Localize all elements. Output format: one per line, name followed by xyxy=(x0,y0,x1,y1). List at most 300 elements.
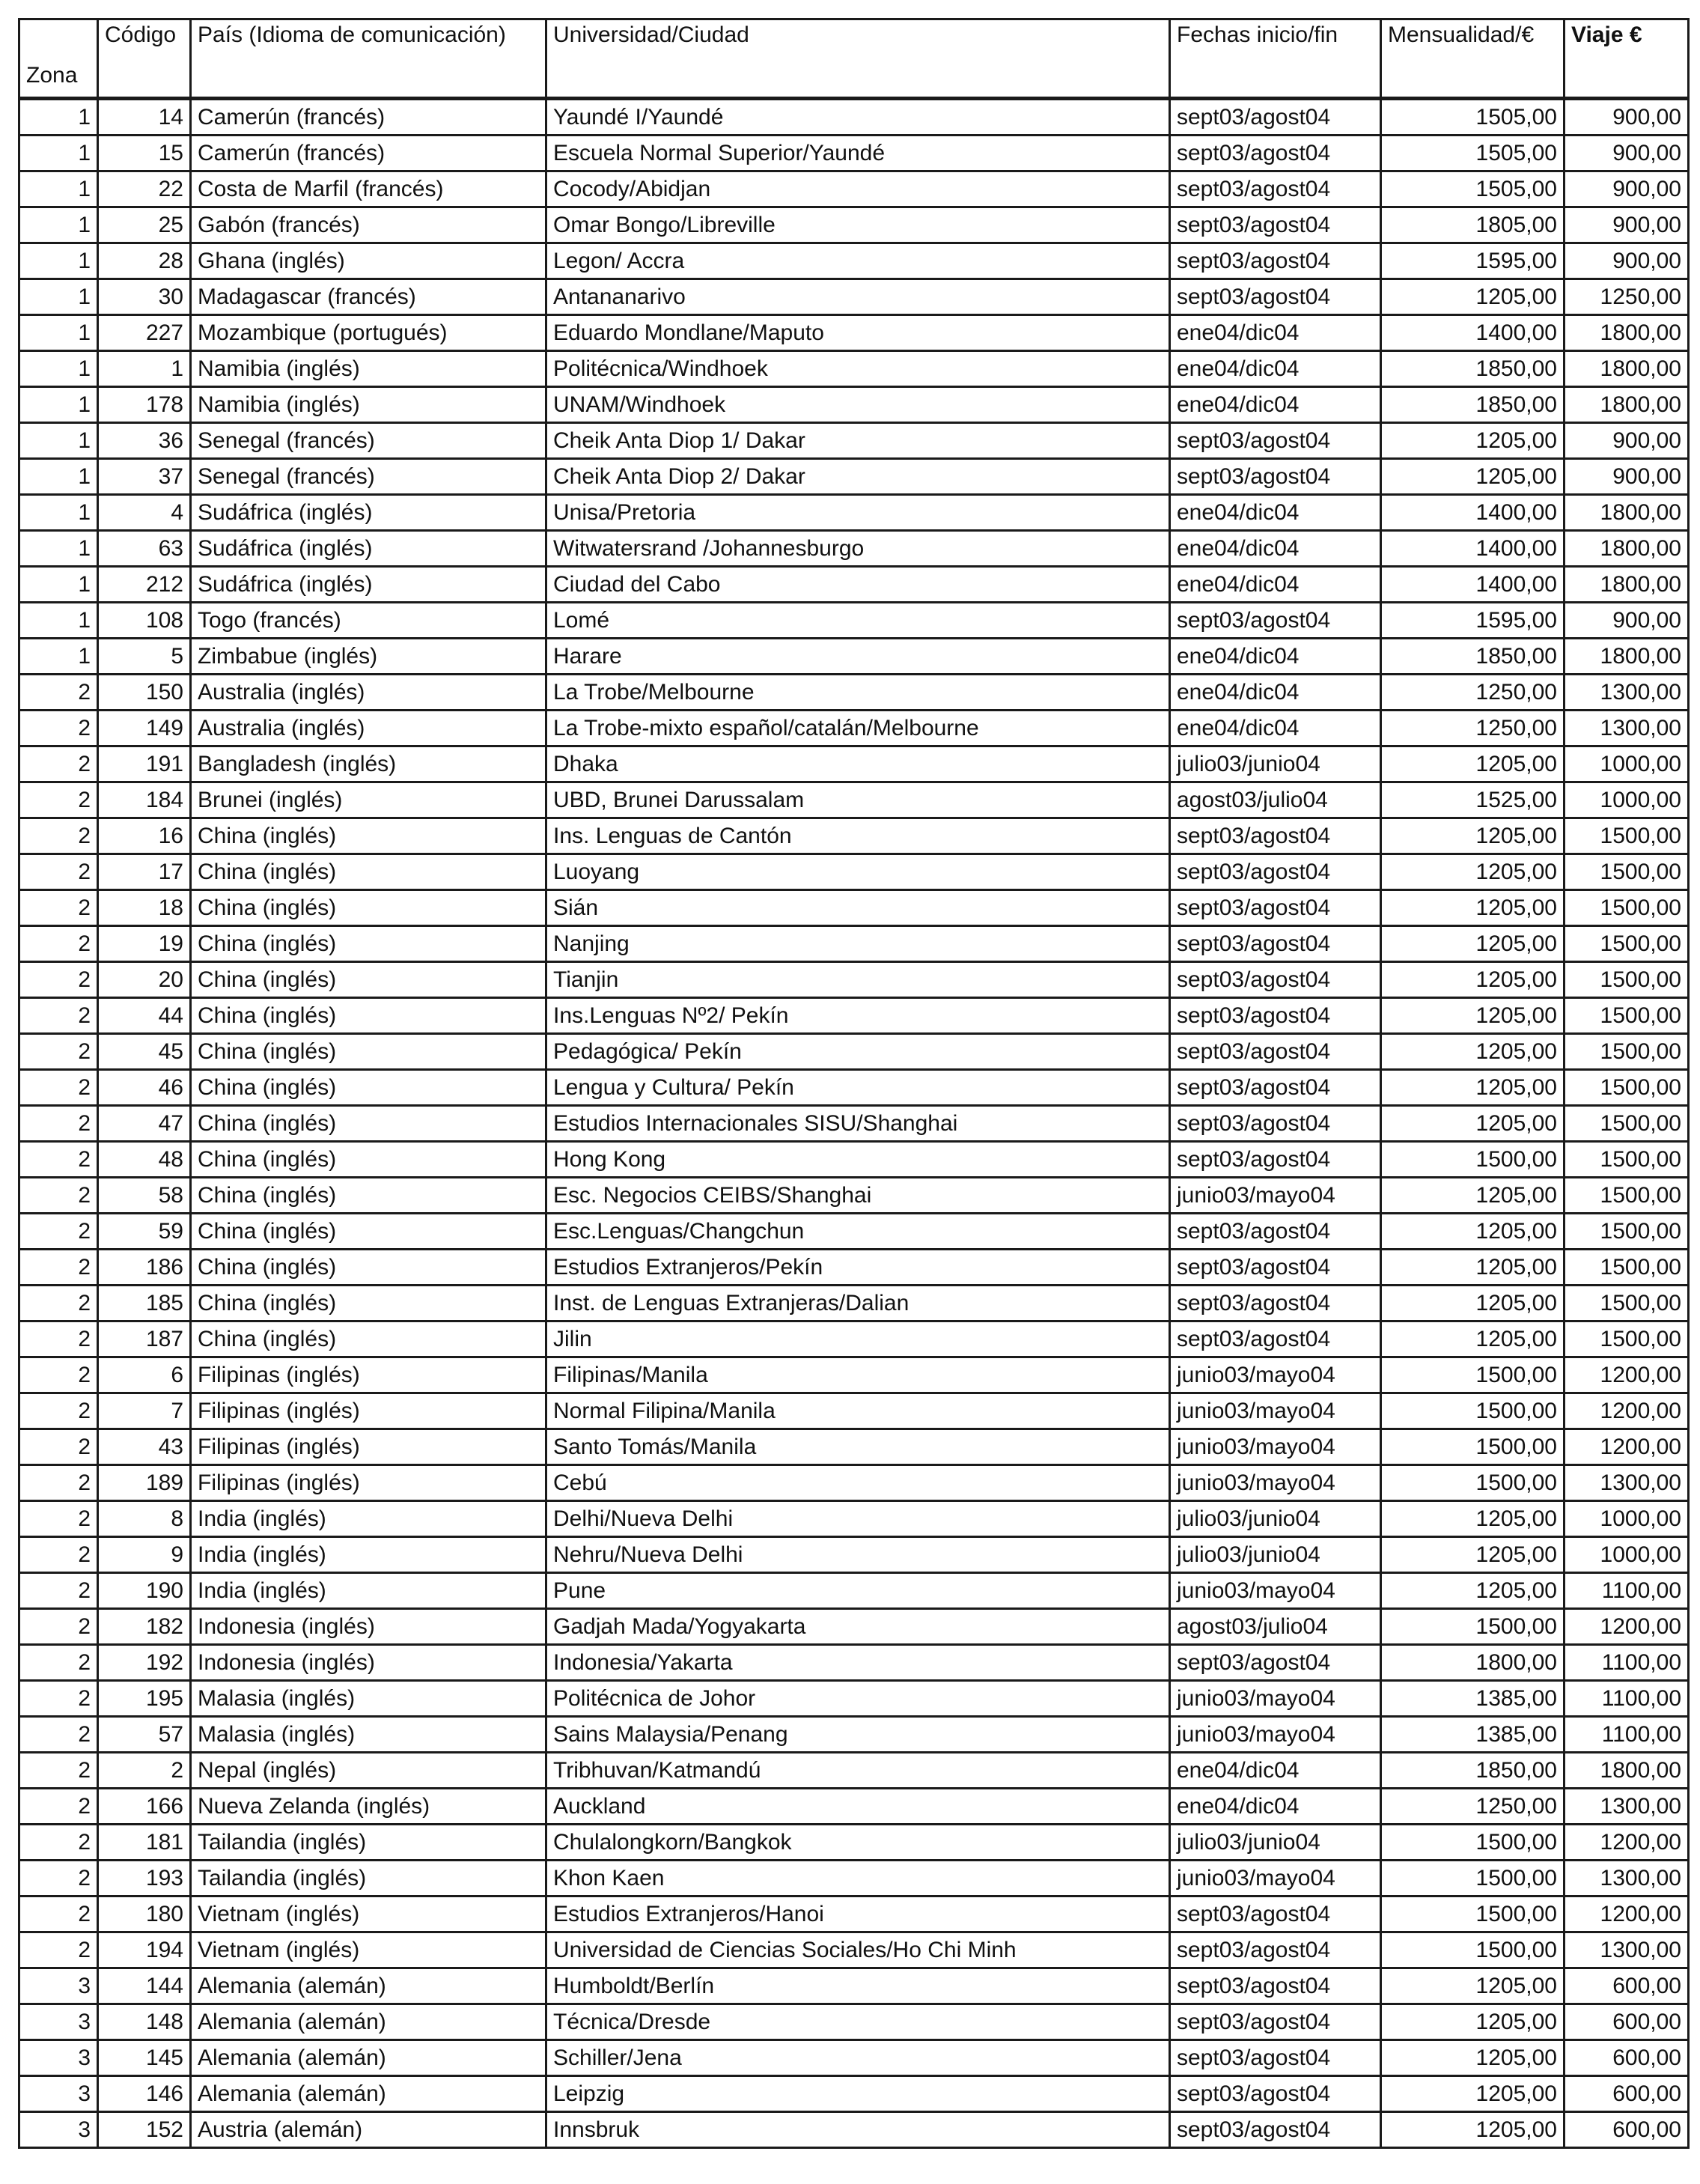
viaje-cell: 1100,00 xyxy=(1565,1645,1689,1681)
fechas-cell: sept03/agost04 xyxy=(1170,1142,1381,1178)
zona-cell: 1 xyxy=(19,603,98,639)
zona-cell: 1 xyxy=(19,639,98,675)
zona-cell: 2 xyxy=(19,1070,98,1106)
viaje-cell: 1000,00 xyxy=(1565,1501,1689,1537)
codigo-cell: 46 xyxy=(98,1070,191,1106)
viaje-cell: 600,00 xyxy=(1565,2004,1689,2040)
pais-cell: Nepal (inglés) xyxy=(191,1753,546,1789)
universidad-cell: La Trobe/Melbourne xyxy=(546,675,1170,711)
viaje-cell: 1500,00 xyxy=(1565,1321,1689,1357)
codigo-cell: 212 xyxy=(98,567,191,603)
codigo-cell: 187 xyxy=(98,1321,191,1357)
universidad-cell: Auckland xyxy=(546,1789,1170,1825)
pais-cell: Sudáfrica (inglés) xyxy=(191,495,546,531)
universidad-cell: Esc. Negocios CEIBS/Shanghai xyxy=(546,1178,1170,1214)
zona-cell: 2 xyxy=(19,926,98,962)
zona-cell: 2 xyxy=(19,1896,98,1932)
viaje-cell: 1200,00 xyxy=(1565,1393,1689,1429)
header-fechas: Fechas inicio/fin xyxy=(1170,19,1381,99)
viaje-cell: 1500,00 xyxy=(1565,998,1689,1034)
pais-cell: Tailandia (inglés) xyxy=(191,1825,546,1861)
codigo-cell: 43 xyxy=(98,1429,191,1465)
universidad-cell: Nanjing xyxy=(546,926,1170,962)
fechas-cell: ene04/dic04 xyxy=(1170,1753,1381,1789)
fechas-cell: sept03/agost04 xyxy=(1170,1645,1381,1681)
codigo-cell: 184 xyxy=(98,782,191,818)
universidad-cell: Schiller/Jena xyxy=(546,2040,1170,2076)
codigo-cell: 28 xyxy=(98,243,191,279)
viaje-cell: 1800,00 xyxy=(1565,1753,1689,1789)
zona-cell: 1 xyxy=(19,207,98,243)
mensualidad-cell: 1205,00 xyxy=(1381,1178,1565,1214)
table-row xyxy=(19,1717,1689,1753)
pais-cell: Togo (francés) xyxy=(191,603,546,639)
mensualidad-cell: 1500,00 xyxy=(1381,1609,1565,1645)
fechas-cell: ene04/dic04 xyxy=(1170,351,1381,387)
fechas-cell: ene04/dic04 xyxy=(1170,675,1381,711)
viaje-cell: 900,00 xyxy=(1565,136,1689,171)
mensualidad-cell: 1805,00 xyxy=(1381,207,1565,243)
mensualidad-cell: 1205,00 xyxy=(1381,2112,1565,2148)
pais-cell: China (inglés) xyxy=(191,1321,546,1357)
pais-cell: India (inglés) xyxy=(191,1537,546,1573)
pais-cell: Malasia (inglés) xyxy=(191,1681,546,1717)
table-row xyxy=(19,926,1689,962)
table-row xyxy=(19,1357,1689,1393)
fechas-cell: sept03/agost04 xyxy=(1170,459,1381,495)
viaje-cell: 1300,00 xyxy=(1565,711,1689,746)
mensualidad-cell: 1205,00 xyxy=(1381,459,1565,495)
universidad-cell: Cebú xyxy=(546,1465,1170,1501)
mensualidad-cell: 1205,00 xyxy=(1381,1250,1565,1286)
table-row xyxy=(19,351,1689,387)
mensualidad-cell: 1205,00 xyxy=(1381,926,1565,962)
viaje-cell: 1100,00 xyxy=(1565,1717,1689,1753)
table-row xyxy=(19,890,1689,926)
codigo-cell: 63 xyxy=(98,531,191,567)
pais-cell: Senegal (francés) xyxy=(191,459,546,495)
mensualidad-cell: 1205,00 xyxy=(1381,890,1565,926)
table-row xyxy=(19,746,1689,782)
zona-cell: 2 xyxy=(19,1034,98,1070)
table-row xyxy=(19,639,1689,675)
codigo-cell: 5 xyxy=(98,639,191,675)
table-row xyxy=(19,2004,1689,2040)
zona-cell: 2 xyxy=(19,1501,98,1537)
universidad-cell: Escuela Normal Superior/Yaundé xyxy=(546,136,1170,171)
viaje-cell: 1500,00 xyxy=(1565,1034,1689,1070)
universidad-cell: Politécnica/Windhoek xyxy=(546,351,1170,387)
zona-cell: 2 xyxy=(19,1321,98,1357)
viaje-cell: 1100,00 xyxy=(1565,1573,1689,1609)
fechas-cell: sept03/agost04 xyxy=(1170,1070,1381,1106)
zona-cell: 2 xyxy=(19,890,98,926)
viaje-cell: 1500,00 xyxy=(1565,890,1689,926)
table-row xyxy=(19,1932,1689,1968)
pais-cell: Indonesia (inglés) xyxy=(191,1609,546,1645)
mensualidad-cell: 1850,00 xyxy=(1381,387,1565,423)
codigo-cell: 25 xyxy=(98,207,191,243)
pais-cell: Alemania (alemán) xyxy=(191,2076,546,2112)
viaje-cell: 1500,00 xyxy=(1565,818,1689,854)
codigo-cell: 2 xyxy=(98,1753,191,1789)
codigo-cell: 30 xyxy=(98,279,191,315)
fechas-cell: sept03/agost04 xyxy=(1170,1250,1381,1286)
viaje-cell: 1500,00 xyxy=(1565,1286,1689,1321)
mensualidad-cell: 1525,00 xyxy=(1381,782,1565,818)
pais-cell: Nueva Zelanda (inglés) xyxy=(191,1789,546,1825)
pais-cell: Bangladesh (inglés) xyxy=(191,746,546,782)
viaje-cell: 1200,00 xyxy=(1565,1609,1689,1645)
mensualidad-cell: 1595,00 xyxy=(1381,603,1565,639)
universidad-cell: Antananarivo xyxy=(546,279,1170,315)
mensualidad-cell: 1205,00 xyxy=(1381,2004,1565,2040)
table-row xyxy=(19,854,1689,890)
pais-cell: Vietnam (inglés) xyxy=(191,1932,546,1968)
fechas-cell: sept03/agost04 xyxy=(1170,171,1381,207)
mensualidad-cell: 1250,00 xyxy=(1381,1789,1565,1825)
fechas-cell: sept03/agost04 xyxy=(1170,2112,1381,2148)
pais-cell: Alemania (alemán) xyxy=(191,2004,546,2040)
zona-cell: 2 xyxy=(19,1142,98,1178)
table-row xyxy=(19,1681,1689,1717)
table-row xyxy=(19,243,1689,279)
pais-cell: China (inglés) xyxy=(191,1286,546,1321)
zona-cell: 1 xyxy=(19,351,98,387)
viaje-cell: 1500,00 xyxy=(1565,1250,1689,1286)
table-row xyxy=(19,1286,1689,1321)
fechas-cell: sept03/agost04 xyxy=(1170,926,1381,962)
universidad-cell: Dhaka xyxy=(546,746,1170,782)
viaje-cell: 1200,00 xyxy=(1565,1896,1689,1932)
pais-cell: Alemania (alemán) xyxy=(191,2040,546,2076)
mensualidad-cell: 1400,00 xyxy=(1381,495,1565,531)
viaje-cell: 1800,00 xyxy=(1565,351,1689,387)
zona-cell: 2 xyxy=(19,1932,98,1968)
zona-cell: 1 xyxy=(19,567,98,603)
fechas-cell: sept03/agost04 xyxy=(1170,1214,1381,1250)
universidad-cell: Yaundé I/Yaundé xyxy=(546,99,1170,136)
universidad-cell: Khon Kaen xyxy=(546,1861,1170,1896)
table-row xyxy=(19,387,1689,423)
viaje-cell: 1800,00 xyxy=(1565,567,1689,603)
pais-cell: Sudáfrica (inglés) xyxy=(191,531,546,567)
pais-cell: Senegal (francés) xyxy=(191,423,546,459)
header-row xyxy=(19,19,1689,99)
codigo-cell: 148 xyxy=(98,2004,191,2040)
table-row xyxy=(19,1609,1689,1645)
pais-cell: Namibia (inglés) xyxy=(191,351,546,387)
pais-cell: Austria (alemán) xyxy=(191,2112,546,2148)
pais-cell: China (inglés) xyxy=(191,1142,546,1178)
zona-cell: 2 xyxy=(19,675,98,711)
viaje-cell: 1250,00 xyxy=(1565,279,1689,315)
mensualidad-cell: 1205,00 xyxy=(1381,2040,1565,2076)
mensualidad-cell: 1850,00 xyxy=(1381,1753,1565,1789)
table-row xyxy=(19,1537,1689,1573)
zona-cell: 2 xyxy=(19,1357,98,1393)
mensualidad-cell: 1205,00 xyxy=(1381,818,1565,854)
pais-cell: Ghana (inglés) xyxy=(191,243,546,279)
table-row xyxy=(19,962,1689,998)
zona-cell: 2 xyxy=(19,1753,98,1789)
codigo-cell: 186 xyxy=(98,1250,191,1286)
mensualidad-cell: 1250,00 xyxy=(1381,675,1565,711)
viaje-cell: 600,00 xyxy=(1565,2076,1689,2112)
mensualidad-cell: 1385,00 xyxy=(1381,1681,1565,1717)
table-row xyxy=(19,1321,1689,1357)
mensualidad-cell: 1205,00 xyxy=(1381,1214,1565,1250)
universidad-cell: Cheik Anta Diop 1/ Dakar xyxy=(546,423,1170,459)
zona-cell: 2 xyxy=(19,962,98,998)
table-row xyxy=(19,675,1689,711)
mensualidad-cell: 1400,00 xyxy=(1381,567,1565,603)
zona-cell: 3 xyxy=(19,2076,98,2112)
universidad-cell: La Trobe-mixto español/catalán/Melbourne xyxy=(546,711,1170,746)
universidad-cell: Pune xyxy=(546,1573,1170,1609)
universidad-cell: Omar Bongo/Libreville xyxy=(546,207,1170,243)
pais-cell: China (inglés) xyxy=(191,926,546,962)
codigo-cell: 194 xyxy=(98,1932,191,1968)
codigo-cell: 227 xyxy=(98,315,191,351)
universidad-cell: Tribhuvan/Katmandú xyxy=(546,1753,1170,1789)
viaje-cell: 1500,00 xyxy=(1565,1214,1689,1250)
fechas-cell: julio03/junio04 xyxy=(1170,1825,1381,1861)
pais-cell: Australia (inglés) xyxy=(191,711,546,746)
fechas-cell: sept03/agost04 xyxy=(1170,962,1381,998)
codigo-cell: 193 xyxy=(98,1861,191,1896)
fechas-cell: sept03/agost04 xyxy=(1170,818,1381,854)
zona-cell: 2 xyxy=(19,854,98,890)
mensualidad-cell: 1205,00 xyxy=(1381,2076,1565,2112)
codigo-cell: 44 xyxy=(98,998,191,1034)
viaje-cell: 1800,00 xyxy=(1565,495,1689,531)
zona-cell: 2 xyxy=(19,1681,98,1717)
table-row xyxy=(19,531,1689,567)
universidad-cell: Normal Filipina/Manila xyxy=(546,1393,1170,1429)
codigo-cell: 18 xyxy=(98,890,191,926)
zona-cell: 2 xyxy=(19,711,98,746)
codigo-cell: 47 xyxy=(98,1106,191,1142)
table-row xyxy=(19,567,1689,603)
zona-cell: 1 xyxy=(19,315,98,351)
table-row xyxy=(19,279,1689,315)
universidad-cell: Estudios Internacionales SISU/Shanghai xyxy=(546,1106,1170,1142)
fechas-cell: julio03/junio04 xyxy=(1170,1501,1381,1537)
fechas-cell: junio03/mayo04 xyxy=(1170,1393,1381,1429)
mensualidad-cell: 1400,00 xyxy=(1381,315,1565,351)
universidad-cell: Jilin xyxy=(546,1321,1170,1357)
universidad-cell: Ciudad del Cabo xyxy=(546,567,1170,603)
codigo-cell: 6 xyxy=(98,1357,191,1393)
zona-cell: 2 xyxy=(19,1537,98,1573)
pais-cell: Brunei (inglés) xyxy=(191,782,546,818)
universidad-cell: Sián xyxy=(546,890,1170,926)
fechas-cell: ene04/dic04 xyxy=(1170,1789,1381,1825)
table-row xyxy=(19,171,1689,207)
zona-cell: 2 xyxy=(19,1429,98,1465)
codigo-cell: 149 xyxy=(98,711,191,746)
mensualidad-cell: 1205,00 xyxy=(1381,1573,1565,1609)
zona-cell: 2 xyxy=(19,746,98,782)
mensualidad-cell: 1595,00 xyxy=(1381,243,1565,279)
codigo-cell: 14 xyxy=(98,99,191,136)
viaje-cell: 1300,00 xyxy=(1565,675,1689,711)
codigo-cell: 48 xyxy=(98,1142,191,1178)
fechas-cell: sept03/agost04 xyxy=(1170,854,1381,890)
pais-cell: Mozambique (portugués) xyxy=(191,315,546,351)
mensualidad-cell: 1500,00 xyxy=(1381,1393,1565,1429)
universidad-cell: Luoyang xyxy=(546,854,1170,890)
codigo-cell: 185 xyxy=(98,1286,191,1321)
universidad-cell: Estudios Extranjeros/Hanoi xyxy=(546,1896,1170,1932)
zona-cell: 1 xyxy=(19,387,98,423)
viaje-cell: 1300,00 xyxy=(1565,1789,1689,1825)
fechas-cell: sept03/agost04 xyxy=(1170,1321,1381,1357)
pais-cell: Vietnam (inglés) xyxy=(191,1896,546,1932)
table-row xyxy=(19,136,1689,171)
mensualidad-cell: 1205,00 xyxy=(1381,279,1565,315)
mensualidad-cell: 1505,00 xyxy=(1381,136,1565,171)
pais-cell: Camerún (francés) xyxy=(191,136,546,171)
viaje-cell: 1500,00 xyxy=(1565,1070,1689,1106)
codigo-cell: 4 xyxy=(98,495,191,531)
fechas-cell: sept03/agost04 xyxy=(1170,890,1381,926)
zona-cell: 1 xyxy=(19,136,98,171)
codigo-cell: 15 xyxy=(98,136,191,171)
zona-cell: 2 xyxy=(19,1861,98,1896)
pais-cell: China (inglés) xyxy=(191,1214,546,1250)
table-row xyxy=(19,1034,1689,1070)
viaje-cell: 900,00 xyxy=(1565,99,1689,136)
mensualidad-cell: 1500,00 xyxy=(1381,1429,1565,1465)
mensualidad-cell: 1505,00 xyxy=(1381,99,1565,136)
universidad-cell: Cheik Anta Diop 2/ Dakar xyxy=(546,459,1170,495)
pais-cell: Camerún (francés) xyxy=(191,99,546,136)
table-row xyxy=(19,1573,1689,1609)
mensualidad-cell: 1205,00 xyxy=(1381,1034,1565,1070)
universidad-cell: Gadjah Mada/Yogyakarta xyxy=(546,1609,1170,1645)
viaje-cell: 900,00 xyxy=(1565,171,1689,207)
zona-cell: 2 xyxy=(19,1178,98,1214)
header-codigo: Código xyxy=(98,19,191,99)
scholarship-table-sheet xyxy=(18,18,1690,2149)
zona-cell: 2 xyxy=(19,1250,98,1286)
mensualidad-cell: 1205,00 xyxy=(1381,423,1565,459)
zona-cell: 2 xyxy=(19,1609,98,1645)
table-row xyxy=(19,1501,1689,1537)
fechas-cell: junio03/mayo04 xyxy=(1170,1178,1381,1214)
mensualidad-cell: 1250,00 xyxy=(1381,711,1565,746)
fechas-cell: ene04/dic04 xyxy=(1170,387,1381,423)
codigo-cell: 16 xyxy=(98,818,191,854)
table-row xyxy=(19,711,1689,746)
pais-cell: Sudáfrica (inglés) xyxy=(191,567,546,603)
codigo-cell: 195 xyxy=(98,1681,191,1717)
universidad-cell: Legon/ Accra xyxy=(546,243,1170,279)
fechas-cell: sept03/agost04 xyxy=(1170,2004,1381,2040)
codigo-cell: 108 xyxy=(98,603,191,639)
fechas-cell: ene04/dic04 xyxy=(1170,315,1381,351)
codigo-cell: 180 xyxy=(98,1896,191,1932)
viaje-cell: 600,00 xyxy=(1565,1968,1689,2004)
pais-cell: China (inglés) xyxy=(191,890,546,926)
pais-cell: Costa de Marfil (francés) xyxy=(191,171,546,207)
fechas-cell: junio03/mayo04 xyxy=(1170,1681,1381,1717)
pais-cell: China (inglés) xyxy=(191,818,546,854)
codigo-cell: 19 xyxy=(98,926,191,962)
header-mensualidad: Mensualidad/€ xyxy=(1381,19,1565,99)
table-row xyxy=(19,818,1689,854)
viaje-cell: 1500,00 xyxy=(1565,854,1689,890)
codigo-cell: 45 xyxy=(98,1034,191,1070)
pais-cell: China (inglés) xyxy=(191,1070,546,1106)
pais-cell: China (inglés) xyxy=(191,854,546,890)
viaje-cell: 1500,00 xyxy=(1565,1142,1689,1178)
table-row xyxy=(19,1789,1689,1825)
codigo-cell: 58 xyxy=(98,1178,191,1214)
fechas-cell: agost03/julio04 xyxy=(1170,1609,1381,1645)
viaje-cell: 1200,00 xyxy=(1565,1825,1689,1861)
fechas-cell: sept03/agost04 xyxy=(1170,603,1381,639)
universidad-cell: Estudios Extranjeros/Pekín xyxy=(546,1250,1170,1286)
header-zona: Zona xyxy=(19,19,98,99)
mensualidad-cell: 1500,00 xyxy=(1381,1142,1565,1178)
table-row xyxy=(19,1393,1689,1429)
codigo-cell: 8 xyxy=(98,1501,191,1537)
table-row xyxy=(19,603,1689,639)
codigo-cell: 17 xyxy=(98,854,191,890)
universidad-cell: Indonesia/Yakarta xyxy=(546,1645,1170,1681)
codigo-cell: 7 xyxy=(98,1393,191,1429)
zona-cell: 2 xyxy=(19,1573,98,1609)
universidad-cell: Unisa/Pretoria xyxy=(546,495,1170,531)
codigo-cell: 178 xyxy=(98,387,191,423)
fechas-cell: sept03/agost04 xyxy=(1170,1896,1381,1932)
table-row xyxy=(19,99,1689,136)
zona-cell: 1 xyxy=(19,243,98,279)
universidad-cell: Filipinas/Manila xyxy=(546,1357,1170,1393)
universidad-cell: Ins.Lenguas Nº2/ Pekín xyxy=(546,998,1170,1034)
mensualidad-cell: 1500,00 xyxy=(1381,1465,1565,1501)
table-row xyxy=(19,315,1689,351)
universidad-cell: Pedagógica/ Pekín xyxy=(546,1034,1170,1070)
viaje-cell: 1100,00 xyxy=(1565,1681,1689,1717)
universidad-cell: UBD, Brunei Darussalam xyxy=(546,782,1170,818)
mensualidad-cell: 1385,00 xyxy=(1381,1717,1565,1753)
mensualidad-cell: 1505,00 xyxy=(1381,171,1565,207)
table-row xyxy=(19,1214,1689,1250)
universidad-cell: Nehru/Nueva Delhi xyxy=(546,1537,1170,1573)
universidad-cell: Universidad de Ciencias Sociales/Ho Chi Minh xyxy=(546,1932,1170,1968)
table-row xyxy=(19,1429,1689,1465)
pais-cell: China (inglés) xyxy=(191,1178,546,1214)
viaje-cell: 1200,00 xyxy=(1565,1357,1689,1393)
fechas-cell: junio03/mayo04 xyxy=(1170,1861,1381,1896)
universidad-cell: Hong Kong xyxy=(546,1142,1170,1178)
codigo-cell: 150 xyxy=(98,675,191,711)
fechas-cell: julio03/junio04 xyxy=(1170,1537,1381,1573)
zona-cell: 2 xyxy=(19,1717,98,1753)
pais-cell: China (inglés) xyxy=(191,1106,546,1142)
zona-cell: 2 xyxy=(19,1645,98,1681)
codigo-cell: 59 xyxy=(98,1214,191,1250)
pais-cell: Filipinas (inglés) xyxy=(191,1429,546,1465)
codigo-cell: 166 xyxy=(98,1789,191,1825)
pais-cell: Alemania (alemán) xyxy=(191,1968,546,2004)
universidad-cell: Humboldt/Berlín xyxy=(546,1968,1170,2004)
fechas-cell: junio03/mayo04 xyxy=(1170,1429,1381,1465)
